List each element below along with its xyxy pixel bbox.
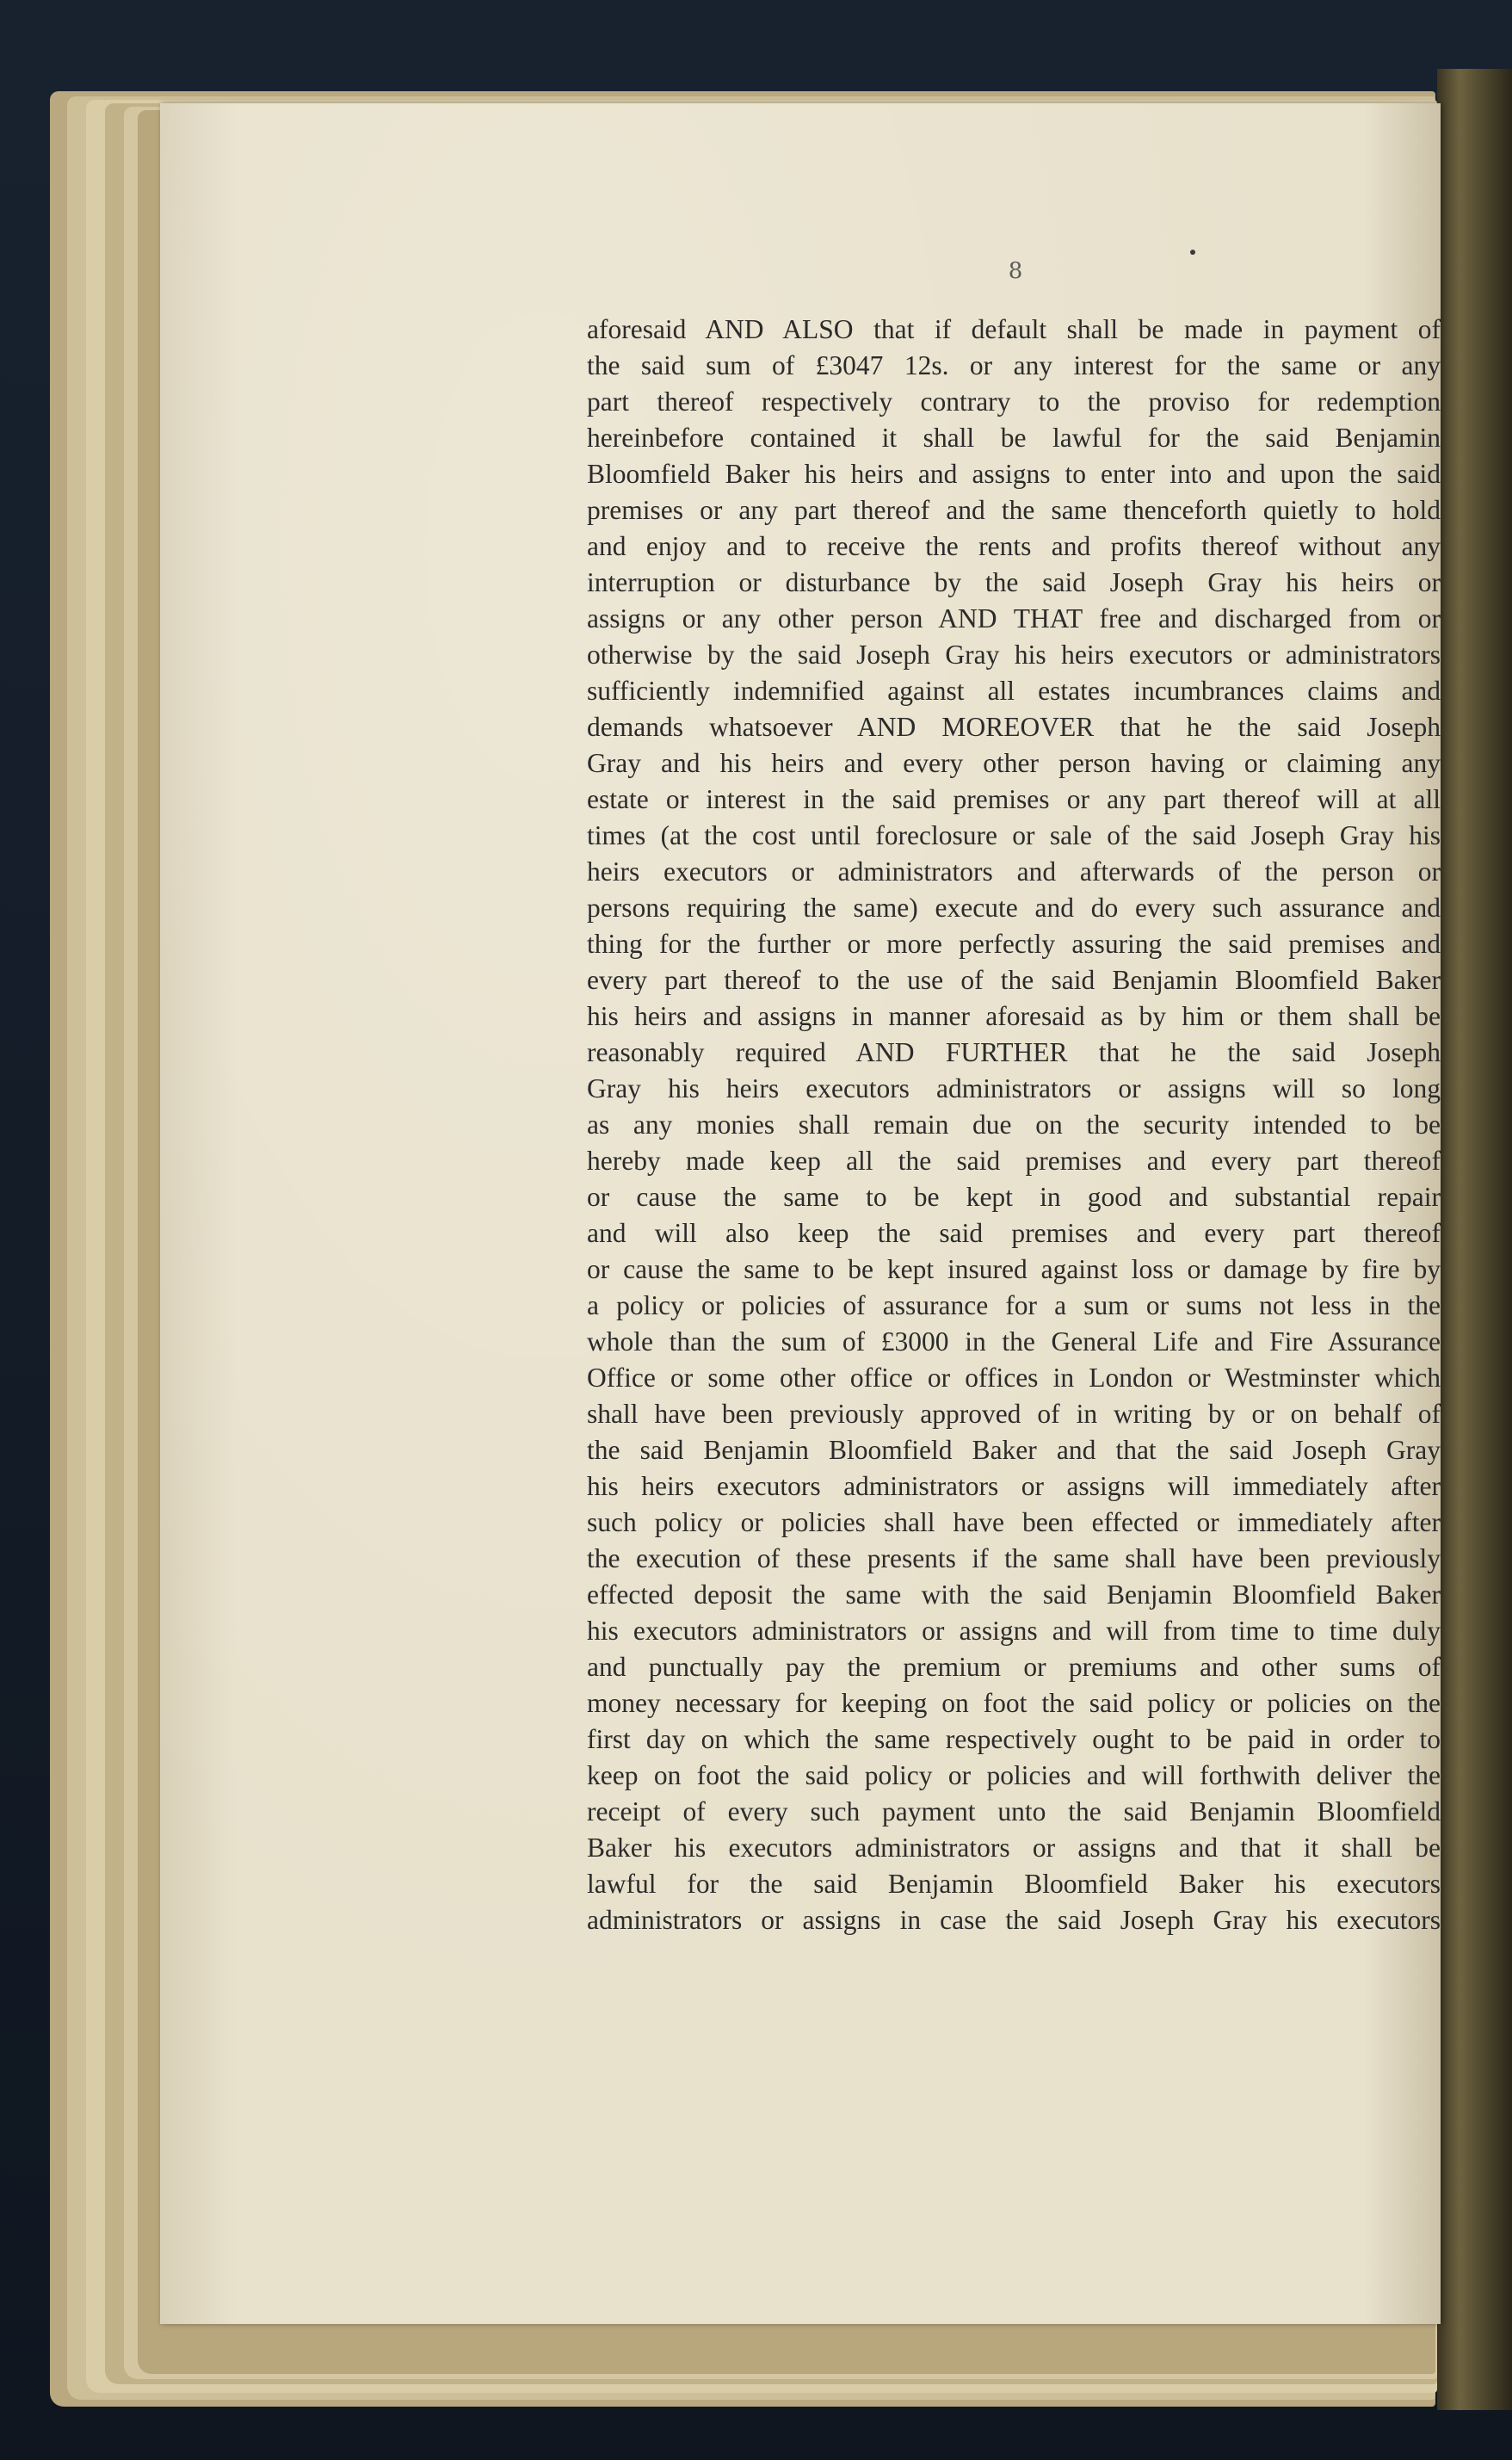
text-line: every part thereof to the use of the said Benjamin Bloomfield Baker — [587, 965, 1441, 995]
text-line: estate or interest in the said premises or any part thereof will at all — [587, 784, 1441, 814]
text-line: demands whatsoever AND MOREOVER that he the said Joseph — [587, 712, 1441, 742]
page-number: 8 — [1008, 258, 1023, 284]
text-line: thing for the further or more perfectly assuring the said premises and — [587, 929, 1441, 959]
text-line: and will also keep the said premises and every part thereof — [587, 1218, 1441, 1248]
text-line: Bloomfield Baker his heirs and assigns to enter into and upon the said — [587, 459, 1441, 489]
text-line: the said sum of £3047 12s. or any interest for the same or any — [587, 350, 1441, 380]
text-line: sufficiently indemnified against all estates incumbrances claims and — [587, 676, 1441, 706]
adjacent-page-strip — [1437, 69, 1512, 2410]
text-line: heirs executors or administrators and afterwards of the person or — [587, 856, 1441, 887]
text-line: as any monies shall remain due on the security intended to be — [587, 1109, 1441, 1140]
text-line: such policy or policies shall have been effected or immediately after — [587, 1507, 1441, 1537]
text-line: Gray his heirs executors administrators or assigns will so long — [587, 1073, 1441, 1103]
text-line: reasonably required AND FURTHER that he the said Joseph — [587, 1037, 1441, 1067]
text-line: Office or some other office or offices in London or Westminster which — [587, 1363, 1441, 1393]
text-line: part thereof respectively contrary to the proviso for redemption — [587, 386, 1441, 417]
text-line: administrators or assigns in case the said Joseph Gray his executors — [587, 1905, 1441, 1935]
text-line: hereby made keep all the said premises and every part thereof — [587, 1146, 1441, 1176]
text-line: lawful for the said Benjamin Bloomfield Baker his executors — [587, 1869, 1441, 1899]
text-line: or cause the same to be kept in good and substantial repair — [587, 1182, 1441, 1212]
text-line: keep on foot the said policy or policies and will forthwith deliver the — [587, 1760, 1441, 1790]
text-line: his executors administrators or assigns and will from time to time duly — [587, 1616, 1441, 1646]
ink-speck — [1190, 250, 1195, 255]
text-line: otherwise by the said Joseph Gray his heirs executors or administrators — [587, 640, 1441, 670]
text-line: a policy or policies of assurance for a sum or sums not less in the — [587, 1290, 1441, 1320]
document-body — [587, 312, 1441, 1938]
text-line: receipt of every such payment unto the said Benjamin Bloomfield — [587, 1796, 1441, 1826]
text-line: hereinbefore contained it shall be lawful for the said Benjamin — [587, 423, 1441, 453]
text-line: first day on which the same respectively ought to be paid in order to — [587, 1724, 1441, 1754]
text-line: persons requiring the same) execute and do every such assurance and — [587, 893, 1441, 923]
text-line: the execution of these presents if the same shall have been previously — [587, 1543, 1441, 1573]
text-line: assigns or any other person AND THAT free and discharged from or — [587, 603, 1441, 634]
text-line: aforesaid AND ALSO that if default shall be made in payment of — [587, 314, 1441, 344]
text-line: whole than the sum of £3000 in the General Life and Fire Assurance — [587, 1326, 1441, 1357]
text-line: his heirs executors administrators or assigns will immediately after — [587, 1471, 1441, 1501]
text-line: premises or any part thereof and the same thenceforth quietly to hold — [587, 495, 1441, 525]
text-line: and punctually pay the premium or premiums and other sums of — [587, 1652, 1441, 1682]
text-line: Gray and his heirs and every other person having or claiming any — [587, 748, 1441, 778]
text-line: interruption or disturbance by the said Joseph Gray his heirs or — [587, 567, 1441, 597]
text-line: his heirs and assigns in manner aforesaid as by him or them shall be — [587, 1001, 1441, 1031]
text-line: effected deposit the same with the said Benjamin Bloomfield Baker — [587, 1579, 1441, 1610]
text-line: and enjoy and to receive the rents and profits thereof without any — [587, 531, 1441, 561]
text-line: or cause the same to be kept insured against loss or damage by fire by — [587, 1254, 1441, 1284]
text-line: money necessary for keeping on foot the said policy or policies on the — [587, 1688, 1441, 1718]
text-line: times (at the cost until foreclosure or sale of the said Joseph Gray his — [587, 820, 1441, 850]
text-line: shall have been previously approved of in writing by or on behalf of — [587, 1399, 1441, 1429]
text-line: Baker his executors administrators or assigns and that it shall be — [587, 1833, 1441, 1863]
text-line: the said Benjamin Bloomfield Baker and that the said Joseph Gray — [587, 1435, 1441, 1465]
